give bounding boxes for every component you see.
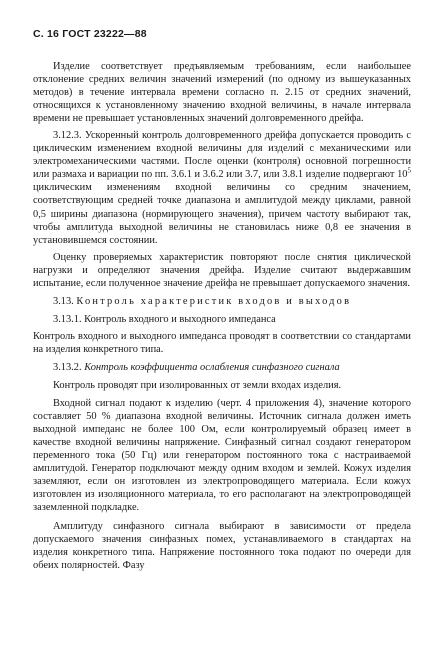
body-text (33, 60, 411, 572)
paragraph-input-signal: Входной сигнал подают к изделию (черт. 4 приложения 4), значение которого составляет 50 % диапазона входной величины. Источник сигнала должен иметь выходной импеданс не более 100 Ом, если контролируемый образец имеет в качестве входной величины напряжение. Синфазный сигнал создают генератором переменного тока (50 Гц) или генератором постоянного тока с настраиваемой амплитудой. Генератор подключают между одним входом и землей. Кожух изделия заземляют, если он изготовлен из электропроводящего материала. Если кожух изготовлен из изоляционного материала, то его располагают на электропроводящей заземленной подкладке. (33, 398, 411, 514)
paragraph-isolation: Контроль проводят при изолированных от земли входах изделия. (53, 380, 342, 392)
section-title-3-13-2: Контроль коэффициента ослабления синфазного сигнала (84, 361, 340, 373)
page-header: С. 16 ГОСТ 23222—88 (33, 28, 147, 40)
section-title-3-13: Контроль характеристик входов и выходов (76, 295, 352, 307)
paragraph-amplitude: Амплитуду синфазного сигнала выбирают в зависимости от предела допускаемого значения синфазных помех, устанавливаемого в стандартах на изделия конкретного типа. Напряжение постоянного тока подают по очереди для обеих полярностей. Фазу (33, 520, 411, 571)
exponent: 5 (407, 166, 411, 175)
subsection-heading-3-13-2 (33, 361, 411, 374)
paragraph-impedance: Контроль входного и выходного импеданса проводят в соответствии со стандартами на изделия конкретного типа. (33, 330, 411, 355)
section-heading-3-13 (33, 295, 411, 308)
paragraph-conformity: Изделие соответствует предъявляемым требованиям, если наибольшее отклонение средних величин значений измерений (по одному из вышеуказанных методов) в течение интервала времени согласно п. 2.15 от средних значений, относящихся к установленному значению входной величины, в начале интервала времени не превышает установленных значений долговременного дрейфа. (33, 61, 411, 125)
paragraph-evaluation: Оценку проверяемых характеристик повторяют после снятия циклической нагрузки и определяют значения дрейфа. Изделие считают выдержавшим испытание, если полученное значение дрейфа не превышает допускаемого значения. (33, 251, 411, 289)
section-number-3-13-2: 3.13.2. (53, 361, 82, 373)
paragraph-3-12-3 (33, 129, 411, 246)
paragraph-3-12-3-part2: циклическим изменениям входной величины со средним значением, соответствующим средней точке диапазона и амплитудой между циклами, равной 0,5 ширины диапазона (нормирующего значения), причем частоту выбирают так, чтобы амплитуда выходной величины не становилась ниже 0,8 ее значения в установившемся состоянии. (33, 182, 411, 246)
subsection-3-13-1: 3.13.1. Контроль входного и выходного импеданса (53, 313, 276, 325)
section-number-3-13: 3.13. (53, 295, 74, 307)
paragraph-3-12-3-part1: 3.12.3. Ускоренный контроль долговременного дрейфа допускается проводить с циклическим изменением входной величины для изделий с механическими или электромеханическими частями. После оценки (контроля) основной погрешности или размаха и вариации по пп. 3.6.1 и 3.6.2 или 3.7, или 3.8.1 изделие подвергают 10 (33, 130, 411, 181)
